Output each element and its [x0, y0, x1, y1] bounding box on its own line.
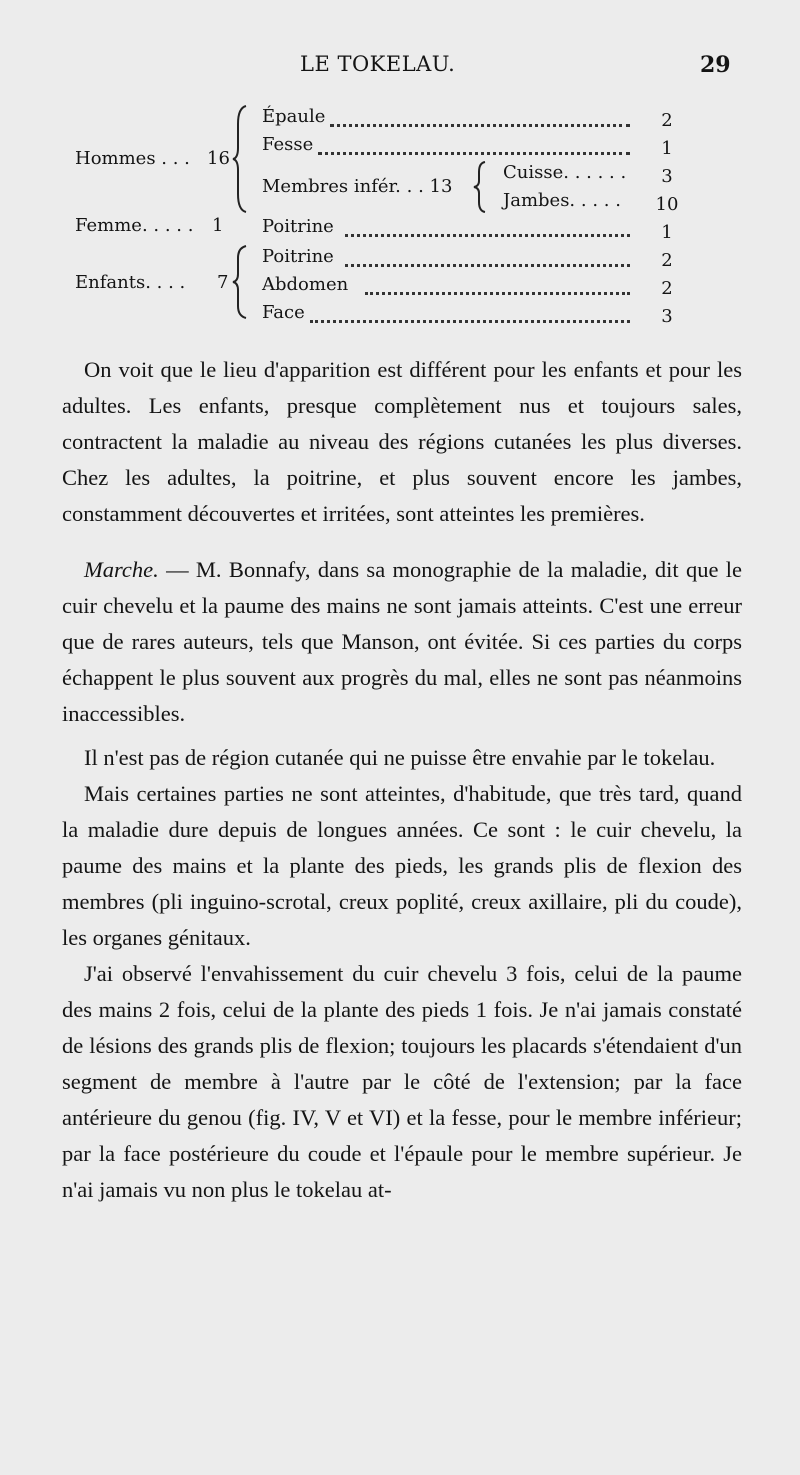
brace-hommes [232, 104, 252, 214]
row-cuisse-label: Cuisse. . . . . . [503, 162, 627, 183]
leader-dots [310, 318, 630, 323]
paragraph: Il n'est pas de région cutanée qui ne puisse être envahie par le tokelau. [84, 745, 716, 770]
group-hommes-label: Hommes . . . [75, 148, 190, 169]
page-number: 29 [700, 52, 731, 78]
row-epaule-value: 2 [661, 110, 673, 131]
leader-dots [318, 150, 630, 155]
location-table [0, 100, 800, 330]
row-abdomen-label: Abdomen [262, 274, 349, 295]
row-femme-poitrine-value: 1 [661, 222, 673, 243]
leader-dots [330, 122, 630, 127]
body-text [62, 352, 742, 1208]
paragraph: On voit que le lieu d'apparition est différent pour les enfants et pour les adultes. Les enfants, presque complètement nus et toujours sales, contractent la maladie au niveau des régions cutanées les plus diverses. Chez les adultes, la poitrine, et plus souvent encore les jambes, constamment découvertes et irritées, sont atteintes les premières. [62, 357, 742, 526]
paragraph: J'ai observé l'envahissement du cuir chevelu 3 fois, celui de la paume des mains 2 fois, celui de la plante des pieds 1 fois. Je n'ai jamais constaté de lésions des grands plis de flexion; toujours les placards s'étendaient d'un segment de membre à l'autre par le côté de l'extension; par la face antérieure du genou (fig. IV, V et VI) et la fesse, pour le membre inférieur; par la face postérieure du coude et l'épaule pour le membre supérieur. Je n'ai jamais vu non plus le tokelau at- [62, 961, 742, 1202]
group-femme-count: 1 [212, 215, 224, 236]
row-jambes-value: 10 [655, 194, 679, 215]
page-header [0, 52, 800, 82]
section-lead: Marche. [84, 557, 159, 582]
leader-dots [345, 232, 630, 237]
group-femme-label: Femme. . . . . [75, 215, 194, 236]
row-fesse-value: 1 [661, 138, 673, 159]
row-fesse-label: Fesse [262, 134, 314, 155]
row-femme-poitrine-label: Poitrine [262, 216, 334, 237]
row-enfants-poitrine-value: 2 [661, 250, 673, 271]
leader-dots [365, 290, 630, 295]
brace-enfants [232, 244, 252, 320]
group-enfants-count: 7 [217, 272, 229, 293]
row-face-label: Face [262, 302, 305, 323]
leader-dots [345, 262, 630, 267]
running-title: LE TOKELAU. [300, 52, 456, 76]
row-epaule-label: Épaule [262, 106, 326, 127]
paragraph-body: — M. Bonnafy, dans sa monographie de la maladie, dit que le cuir chevelu et la paume des mains ne sont jamais atteints. C'est une erreur que de rares auteurs, tels que Manson, ont évitée. Si ces parties du corps échappent le plus souvent aux progrès du mal, elles ne sont pas néanmoins inaccessibles. [62, 557, 742, 726]
paragraph [62, 552, 742, 732]
row-face-value: 3 [661, 306, 673, 327]
row-jambes-label: Jambes. . . . . [503, 190, 621, 211]
row-membres-label: Membres infér. . . 13 [262, 176, 453, 197]
row-cuisse-value: 3 [661, 166, 673, 187]
paragraph: Mais certaines parties ne sont atteintes, d'habitude, que très tard, quand la maladie dure depuis de longues années. Ce sont : le cuir chevelu, la paume des mains et la plante des pieds, les grands plis de flexion des membres (pli inguino-scrotal, creux poplité, creux axillaire, pli du coude), les organes génitaux. [62, 781, 742, 950]
group-hommes-count: 16 [207, 148, 230, 169]
row-enfants-poitrine-label: Poitrine [262, 246, 334, 267]
brace-membres [472, 160, 490, 214]
group-enfants-label: Enfants. . . . [75, 272, 186, 293]
row-abdomen-value: 2 [661, 278, 673, 299]
